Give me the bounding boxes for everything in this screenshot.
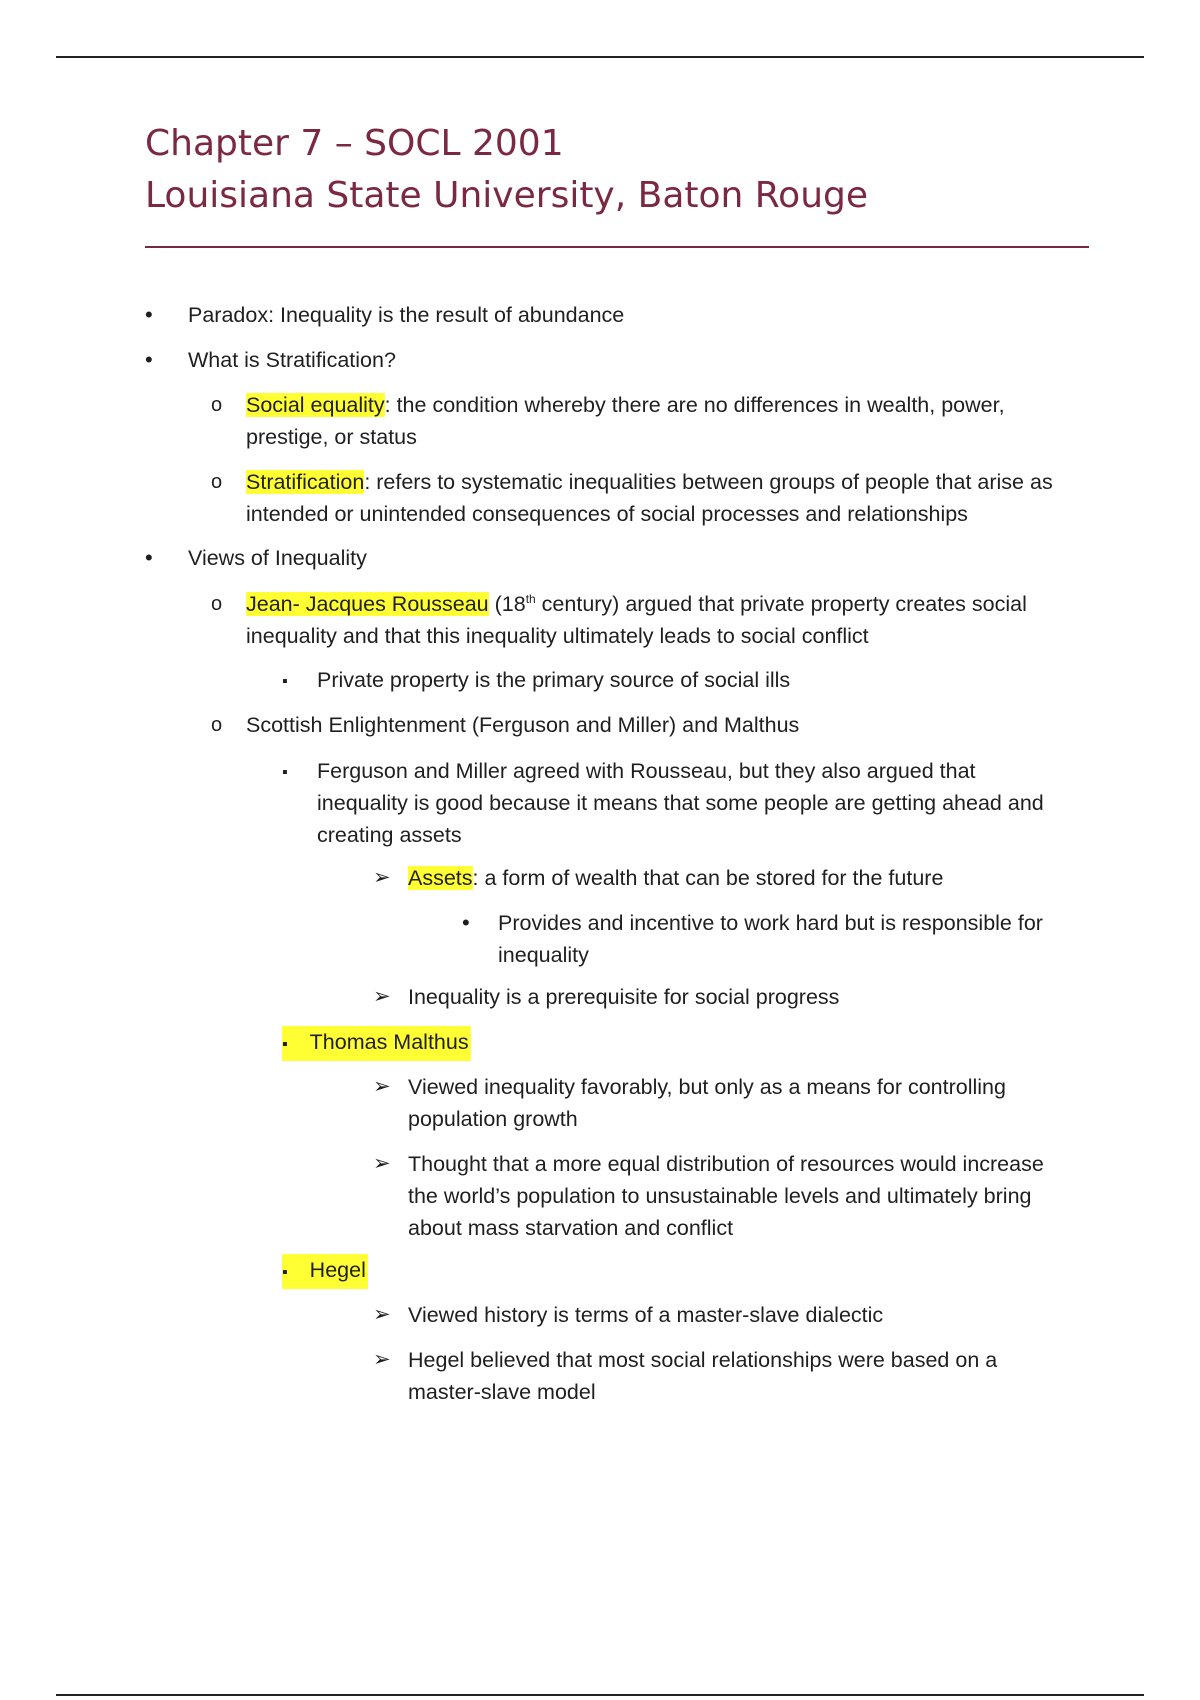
item-text-continued: master-slave model <box>408 1380 596 1404</box>
square-bullet-icon: ▪ <box>282 673 288 690</box>
item-text: Paradox: Inequality is the result of abundance <box>188 303 625 327</box>
document-title <box>145 118 868 222</box>
list-item <box>145 542 367 574</box>
circle-bullet-icon: o <box>211 714 223 736</box>
list-item <box>462 907 1082 971</box>
item-text: century) argued that private property creates social <box>535 592 1027 616</box>
top-page-rule <box>56 56 1144 58</box>
item-text: Provides and incentive to work hard but is responsible for <box>498 911 1043 935</box>
item-text: Views of Inequality <box>188 546 367 570</box>
list-item <box>373 1299 883 1331</box>
item-text: (18 <box>488 592 526 616</box>
highlighted-term: Stratification <box>246 470 365 494</box>
circle-bullet-icon: o <box>211 593 223 615</box>
list-item <box>282 1026 471 1061</box>
list-item <box>373 1148 1103 1244</box>
square-bullet-icon: ▪ <box>282 1264 288 1281</box>
list-item <box>145 299 624 331</box>
item-text: Thought that a more equal distribution of resources would increase <box>408 1152 1044 1176</box>
item-text-continued: inequality is good because it means that some people are getting ahead and <box>317 791 1044 815</box>
disc-bullet-icon: • <box>462 910 470 935</box>
highlighted-term: Social equality <box>246 393 385 417</box>
disc-bullet-icon: • <box>145 302 153 327</box>
square-bullet-icon: ▪ <box>282 1036 288 1053</box>
highlighted-term: Assets <box>408 866 473 890</box>
item-text: Viewed inequality favorably, but only as a means for controlling <box>408 1075 1006 1099</box>
arrow-bullet-icon: ➢ <box>373 985 391 1008</box>
superscript-suffix: th <box>525 591 536 606</box>
list-item <box>145 344 396 376</box>
item-text: : refers to systematic inequalities between groups of people that arise as <box>364 470 1053 494</box>
list-item <box>373 1344 1093 1408</box>
item-text: : a form of wealth that can be stored for the future <box>472 866 944 890</box>
title-underline-rule <box>145 246 1089 248</box>
disc-bullet-icon: • <box>145 347 153 372</box>
item-text: Scottish Enlightenment (Ferguson and Miller) and Malthus <box>246 713 800 737</box>
highlighted-term: Thomas Malthus <box>309 1030 469 1054</box>
list-item <box>282 755 1102 851</box>
bottom-page-rule <box>56 1694 1144 1696</box>
circle-bullet-icon: o <box>211 471 223 493</box>
item-text: Private property is the primary source of social ills <box>317 668 791 692</box>
list-item <box>373 1071 1093 1135</box>
list-item <box>211 709 799 741</box>
item-text-continued: inequality and that this inequality ultimately leads to social conflict <box>246 624 869 648</box>
item-text-continued: about mass starvation and conflict <box>408 1216 734 1240</box>
list-item <box>211 466 1111 530</box>
arrow-bullet-icon: ➢ <box>373 1303 391 1326</box>
item-text: Inequality is a prerequisite for social progress <box>408 985 840 1009</box>
item-text-continued: prestige, or status <box>246 425 417 449</box>
arrow-bullet-icon: ➢ <box>373 866 391 889</box>
arrow-bullet-icon: ➢ <box>373 1348 391 1371</box>
disc-bullet-icon: • <box>145 545 153 570</box>
arrow-bullet-icon: ➢ <box>373 1075 391 1098</box>
item-text: What is Stratification? <box>188 348 396 372</box>
title-line-university: Louisiana State University, Baton Rouge <box>145 175 869 216</box>
arrow-bullet-icon: ➢ <box>373 1152 391 1175</box>
item-text-continued: the world’s population to unsustainable levels and ultimately bring <box>408 1184 1032 1208</box>
list-item <box>373 862 943 894</box>
highlighted-term: Jean- Jacques Rousseau <box>246 592 489 616</box>
list-item <box>211 389 1091 453</box>
title-line-chapter: Chapter 7 – SOCL 2001 <box>145 123 564 164</box>
item-text: Viewed history is terms of a master-slave dialectic <box>408 1303 884 1327</box>
item-text-continued: inequality <box>498 943 589 967</box>
item-text-continued: population growth <box>408 1107 578 1131</box>
list-item <box>373 981 839 1013</box>
item-text: : the condition whereby there are no differences in wealth, power, <box>384 393 1005 417</box>
list-item <box>211 588 1091 652</box>
item-text-continued: intended or unintended consequences of social processes and relationships <box>246 502 968 526</box>
list-item <box>282 1254 368 1289</box>
item-text-continued: creating assets <box>317 823 462 847</box>
list-item <box>282 664 790 696</box>
square-bullet-icon: ▪ <box>282 764 288 781</box>
item-text: Ferguson and Miller agreed with Rousseau, but they also argued that <box>317 759 976 783</box>
circle-bullet-icon: o <box>211 394 223 416</box>
item-text: Hegel believed that most social relationships were based on a <box>408 1348 998 1372</box>
highlighted-term: Hegel <box>309 1258 366 1282</box>
